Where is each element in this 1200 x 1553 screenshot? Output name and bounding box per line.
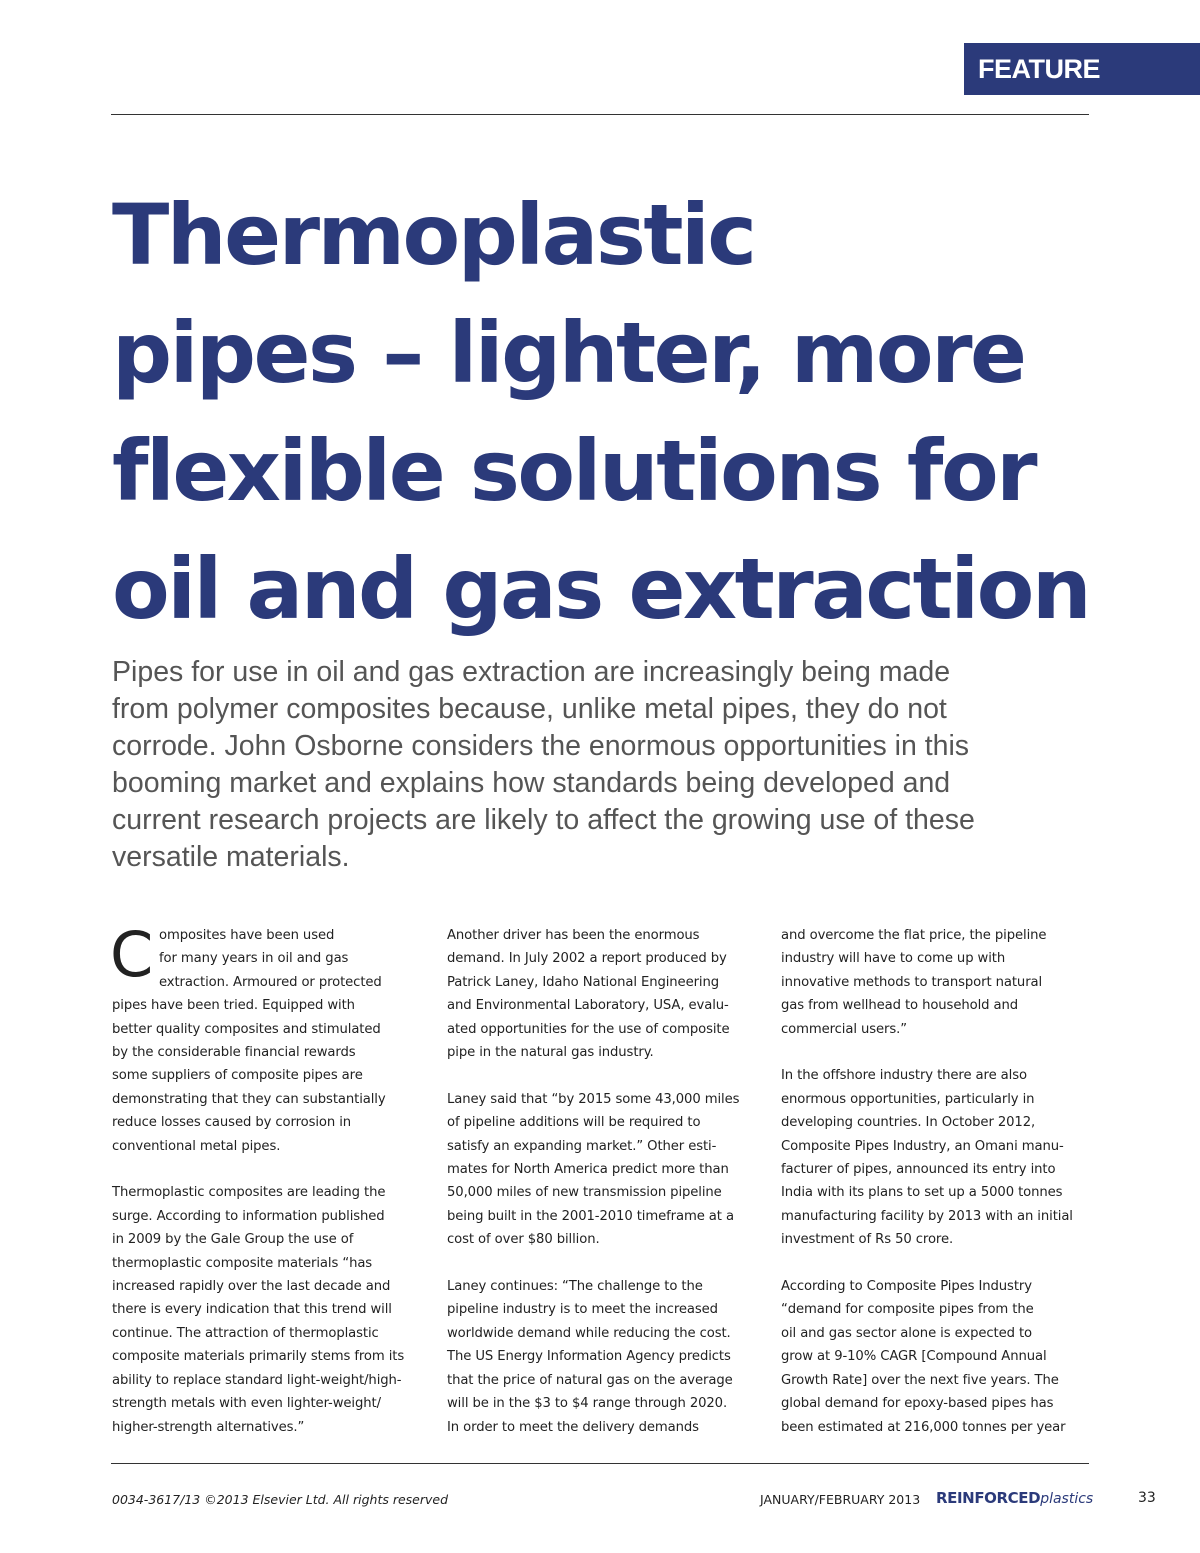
standfirst-line: Pipes for use in oil and gas extraction are increasingly being made bbox=[112, 656, 951, 688]
body-paragraph bbox=[447, 1088, 777, 1252]
body-line: 50,000 miles of new transmission pipeline bbox=[447, 1185, 722, 1201]
body-line: by the considerable financial rewards bbox=[112, 1045, 356, 1061]
body-line: in 2009 by the Gale Group the use of bbox=[112, 1232, 354, 1248]
body-line: for many years in oil and gas bbox=[159, 951, 349, 967]
body-line: been estimated at 216,000 tonnes per year bbox=[781, 1419, 1066, 1435]
body-column-1 bbox=[110, 918, 442, 1462]
body-line: facturer of pipes, announced its entry into bbox=[781, 1162, 1056, 1178]
body-line: strength metals with even lighter-weight/ bbox=[112, 1396, 381, 1412]
body-line: Composite Pipes Industry, an Omani manu- bbox=[781, 1138, 1064, 1154]
body-line: Thermoplastic composites are leading the bbox=[112, 1185, 386, 1201]
body-line: “demand for composite pipes from the bbox=[781, 1302, 1034, 1318]
body-line: In the offshore industry there are also bbox=[781, 1068, 1027, 1084]
body-line: pipes have been tried. Equipped with bbox=[112, 998, 355, 1014]
footer-rule bbox=[111, 1463, 1089, 1464]
body-line: ability to replace standard light-weight/high- bbox=[112, 1372, 402, 1388]
standfirst-line: from polymer composites because, unlike metal pipes, they do not bbox=[112, 693, 947, 725]
body-line: satisfy an expanding market.” Other esti- bbox=[447, 1138, 717, 1154]
body-line: thermoplastic composite materials “has bbox=[112, 1255, 373, 1271]
body-line: composite materials primarily stems from its bbox=[112, 1349, 405, 1365]
body-line: demand. In July 2002 a report produced by bbox=[447, 951, 727, 967]
body-line: and Environmental Laboratory, USA, evalu- bbox=[447, 998, 729, 1014]
drop-cap: C bbox=[110, 918, 154, 991]
body-line: industry will have to come up with bbox=[781, 951, 1006, 967]
body-line: Another driver has been the enormous bbox=[447, 928, 700, 943]
body-line: better quality composites and stimulated bbox=[112, 1021, 381, 1037]
body-column-3 bbox=[781, 924, 1111, 1462]
page-number: 33 bbox=[1138, 1490, 1156, 1506]
body-line: higher-strength alternatives.” bbox=[112, 1419, 305, 1435]
body-line: conventional metal pipes. bbox=[112, 1138, 281, 1154]
body-line: Growth Rate] over the next five years. The bbox=[781, 1372, 1059, 1388]
copyright-notice: 0034-3617/13 ©2013 Elsevier Ltd. All rights reserved bbox=[112, 1492, 449, 1507]
body-line: cost of over $80 billion. bbox=[447, 1232, 600, 1248]
body-line: that the price of natural gas on the average bbox=[447, 1372, 733, 1388]
header-rule bbox=[111, 114, 1089, 115]
body-line: grow at 9-10% CAGR [Compound Annual bbox=[781, 1349, 1047, 1365]
publication-brand bbox=[936, 1489, 1093, 1507]
body-line: extraction. Armoured or protected bbox=[159, 974, 382, 990]
body-line: there is every indication that this trend will bbox=[112, 1302, 392, 1318]
body-line: pipeline industry is to meet the increased bbox=[447, 1302, 718, 1318]
body-column-2 bbox=[447, 924, 777, 1462]
body-line: Laney continues: “The challenge to the bbox=[447, 1279, 703, 1295]
body-line: innovative methods to transport natural bbox=[781, 974, 1043, 990]
headline-line: pipes – lighter, more bbox=[112, 304, 1025, 402]
headline-line: oil and gas extraction bbox=[112, 540, 1090, 638]
article-standfirst bbox=[112, 654, 1092, 876]
body-line: and overcome the flat price, the pipeline bbox=[781, 928, 1047, 943]
body-line: ated opportunities for the use of composite bbox=[447, 1021, 730, 1037]
body-line: some suppliers of composite pipes are bbox=[112, 1068, 363, 1084]
body-line: surge. According to information published bbox=[112, 1208, 385, 1224]
body-line: worldwide demand while reducing the cost. bbox=[447, 1325, 731, 1341]
body-line: gas from wellhead to household and bbox=[781, 998, 1019, 1014]
issue-date: JANUARY/FEBRUARY 2013 bbox=[760, 1492, 921, 1507]
body-line: In order to meet the delivery demands bbox=[447, 1419, 699, 1435]
body-line: of pipeline additions will be required to bbox=[447, 1115, 701, 1131]
body-line: manufacturing facility by 2013 with an initial bbox=[781, 1208, 1073, 1224]
brand-bold-text: REINFORCED bbox=[936, 1489, 1041, 1507]
body-line: enormous opportunities, particularly in bbox=[781, 1091, 1035, 1107]
headline-line: flexible solutions for bbox=[112, 422, 1036, 520]
body-line: Patrick Laney, Idaho National Engineering bbox=[447, 974, 719, 990]
body-line: being built in the 2001-2010 timeframe at a bbox=[447, 1208, 734, 1224]
body-line: continue. The attraction of thermoplastic bbox=[112, 1325, 379, 1341]
brand-italic-text: plastics bbox=[1040, 1491, 1094, 1507]
body-line: mates for North America predict more than bbox=[447, 1162, 729, 1178]
body-paragraph bbox=[781, 924, 1111, 1041]
body-line: will be in the $3 to $4 range through 2020. bbox=[447, 1396, 728, 1412]
body-paragraph bbox=[110, 918, 442, 1158]
section-label: FEATURE bbox=[964, 43, 1200, 95]
body-line: developing countries. In October 2012, bbox=[781, 1115, 1036, 1131]
body-paragraph bbox=[781, 1275, 1111, 1439]
body-line: commercial users.” bbox=[781, 1021, 907, 1037]
body-line: omposites have been used bbox=[159, 928, 335, 943]
body-line: India with its plans to set up a 5000 tonnes bbox=[781, 1185, 1063, 1201]
standfirst-line: current research projects are likely to affect the growing use of these bbox=[112, 804, 975, 836]
article-headline bbox=[112, 176, 1112, 648]
body-line: increased rapidly over the last decade and bbox=[112, 1279, 391, 1295]
body-line: pipe in the natural gas industry. bbox=[447, 1045, 654, 1061]
body-line: demonstrating that they can substantially bbox=[112, 1091, 386, 1107]
standfirst-line: corrode. John Osborne considers the enormous opportunities in this bbox=[112, 730, 970, 762]
body-line: According to Composite Pipes Industry bbox=[781, 1279, 1032, 1295]
body-line: global demand for epoxy-based pipes has bbox=[781, 1396, 1054, 1412]
headline-line: Thermoplastic bbox=[112, 186, 755, 284]
body-paragraph bbox=[447, 1275, 777, 1439]
body-paragraph bbox=[112, 1181, 442, 1438]
body-paragraph bbox=[781, 1064, 1111, 1251]
body-line: oil and gas sector alone is expected to bbox=[781, 1325, 1033, 1341]
standfirst-line: versatile materials. bbox=[112, 841, 350, 873]
body-line: The US Energy Information Agency predicts bbox=[447, 1349, 731, 1365]
body-paragraph bbox=[447, 924, 777, 1064]
body-line: reduce losses caused by corrosion in bbox=[112, 1115, 352, 1131]
body-line: Laney said that “by 2015 some 43,000 miles bbox=[447, 1091, 740, 1107]
standfirst-line: booming market and explains how standards being developed and bbox=[112, 767, 951, 799]
body-line: investment of Rs 50 crore. bbox=[781, 1232, 954, 1248]
